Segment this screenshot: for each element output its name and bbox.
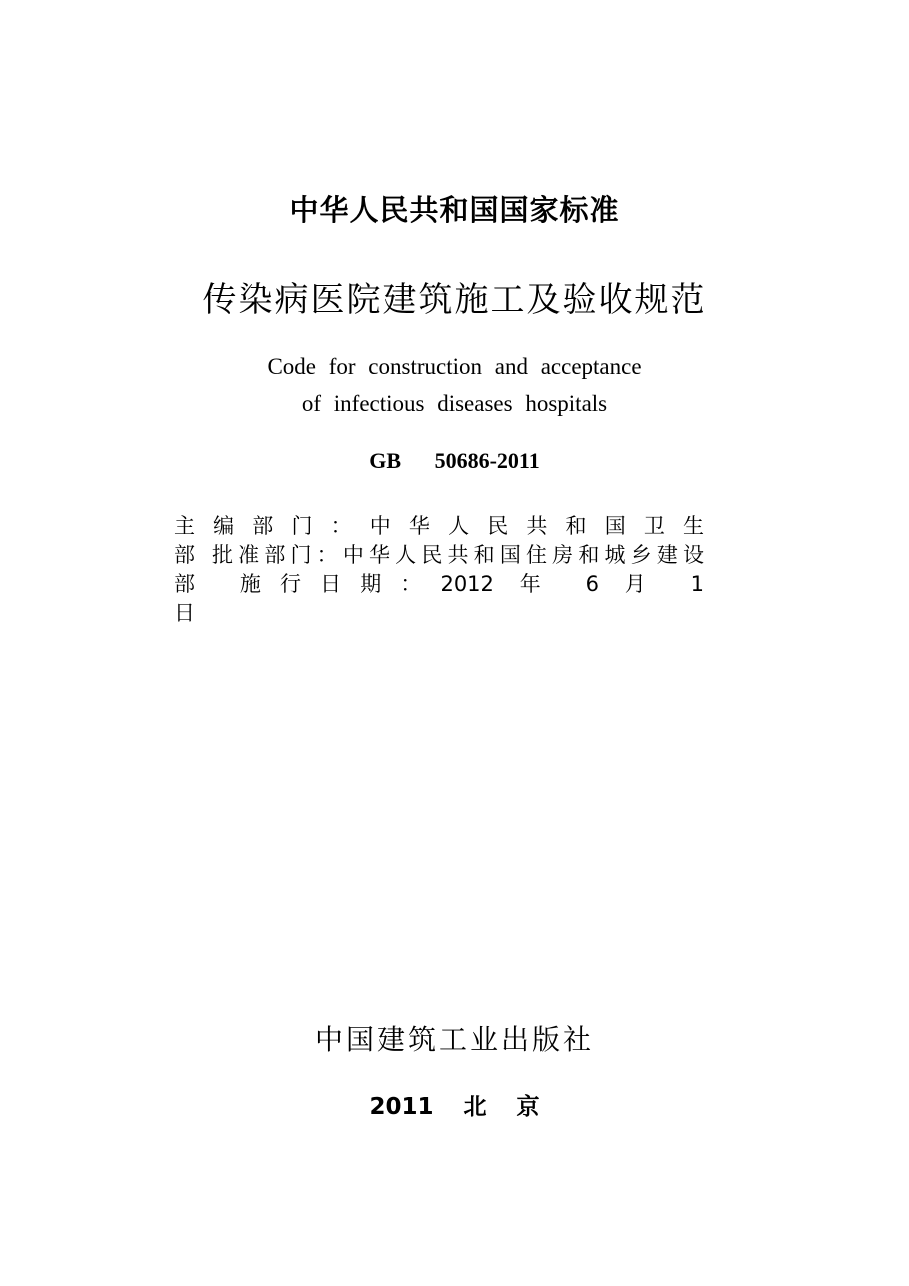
english-title-line-2: of infectious diseases hospitals <box>301 391 608 416</box>
standard-number: GB 50686-2011 <box>369 448 540 473</box>
english-title-line-1: Code for construction and acceptance <box>267 354 642 379</box>
issuing-info-block <box>174 512 704 628</box>
publisher-name: 中国建筑工业出版社 <box>314 1023 594 1056</box>
publication-year-place: 2011 北 京 <box>369 1094 540 1120</box>
info-line-approval-department: 部 批准部门：中华人民共和国住房和城乡建设 <box>174 543 704 567</box>
chinese-title: 传染病医院建筑施工及验收规范 <box>202 280 707 320</box>
info-line-effective-date: 部 施行日期：2012 年 6 月 1 <box>174 572 704 596</box>
national-standard-heading: 中华人民共和国国家标准 <box>289 193 620 227</box>
info-line-chief-editor: 主编部门：中华人民共和国卫生 <box>174 514 704 538</box>
info-line-date-end: 日 <box>174 601 195 625</box>
